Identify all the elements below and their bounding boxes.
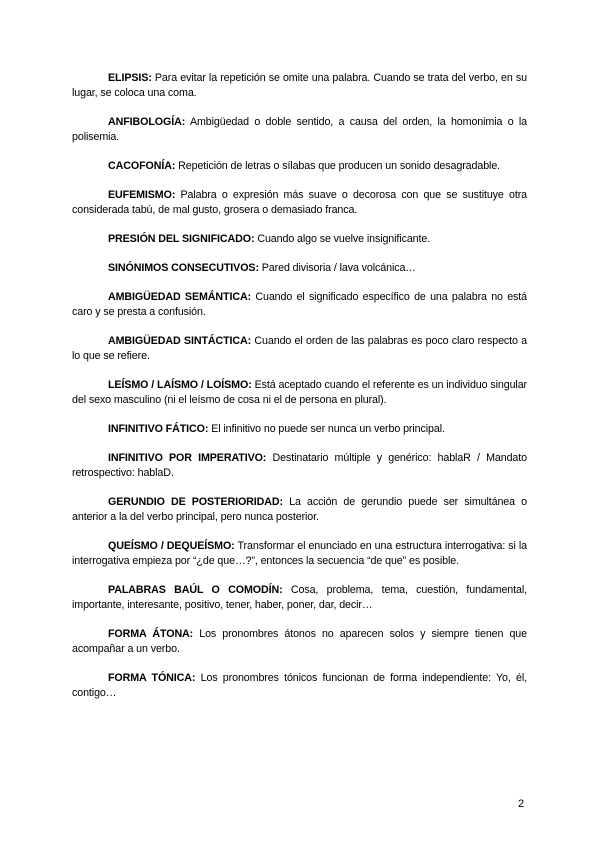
- glossary-entry: [72, 261, 527, 276]
- glossary-term: FORMA ÁTONA:: [108, 628, 194, 640]
- glossary-definition: Pared divisoria / lava volcánica…: [261, 262, 416, 274]
- glossary-entry: [72, 334, 527, 364]
- glossary-definition: Repetición de letras o sílabas que producen un sonido desagradable.: [178, 160, 501, 172]
- glossary-list: [72, 71, 527, 715]
- glossary-entry: [72, 290, 527, 320]
- glossary-definition: Transformar el enunciado en una estructura interrogativa: si la interrogativa empieza por “¿de que…?”, entonces la secuencia “de que” es posible.: [72, 540, 527, 567]
- glossary-definition: Los pronombres tónicos funcionan de forma independiente: Yo, él, contigo…: [72, 672, 527, 699]
- glossary-term: CACOFONÍA:: [108, 160, 176, 172]
- glossary-definition: Para evitar la repetición se omite una palabra. Cuando se trata del verbo, en su lugar, se coloca una coma.: [72, 72, 527, 99]
- glossary-term: GERUNDIO DE POSTERIORIDAD:: [108, 496, 283, 508]
- glossary-term: EUFEMISMO:: [108, 189, 176, 201]
- glossary-definition: Cuando el significado específico de una palabra no está caro y se presta a confusión.: [72, 291, 528, 318]
- glossary-term: ELIPSIS:: [108, 72, 152, 84]
- glossary-entry: [72, 627, 527, 657]
- glossary-entry: [72, 378, 527, 408]
- glossary-entry: [72, 71, 527, 101]
- glossary-term: INFINITIVO POR IMPERATIVO:: [108, 452, 267, 464]
- glossary-term: QUEÍSMO / DEQUEÍSMO:: [108, 540, 235, 552]
- glossary-term: AMBIGÜEDAD SINTÁCTICA:: [108, 335, 252, 347]
- glossary-entry: [72, 232, 527, 247]
- glossary-definition: Cuando el orden de las palabras es poco claro respecto a lo que se refiere.: [72, 335, 528, 362]
- glossary-definition: Ambigüedad o doble sentido, a causa del orden, la homonimia o la polisemia.: [72, 116, 528, 143]
- glossary-definition: La acción de gerundio puede ser simultánea o anterior a la del verbo principal, pero nunca posterior.: [72, 496, 527, 523]
- glossary-entry: [72, 159, 527, 174]
- glossary-term: PALABRAS BAÚL O COMODÍN:: [108, 584, 283, 596]
- glossary-entry: [72, 671, 527, 701]
- glossary-entry: [72, 188, 527, 218]
- glossary-definition: Cuando algo se vuelve insignificante.: [257, 233, 431, 245]
- glossary-definition: Los pronombres átonos no aparecen solos y siempre tienen que acompañar a un verbo.: [72, 628, 527, 655]
- glossary-term: PRESIÓN DEL SIGNIFICADO:: [108, 233, 255, 245]
- glossary-term: LEÍSMO / LAÍSMO / LOÍSMO:: [108, 379, 252, 391]
- page-number: 2: [518, 798, 525, 810]
- glossary-entry: [72, 539, 527, 569]
- glossary-term: INFINITIVO FÁTICO:: [108, 423, 209, 435]
- glossary-entry: [72, 422, 527, 437]
- glossary-term: ANFIBOLOGÍA:: [108, 116, 186, 128]
- glossary-entry: [72, 583, 527, 613]
- glossary-definition: El infinitivo no puede ser nunca un verbo principal.: [211, 423, 445, 435]
- glossary-definition: Destinatario múltiple y genérico: hablaR / Mandato retrospectivo: hablaD.: [72, 452, 527, 479]
- glossary-entry: [72, 495, 527, 525]
- glossary-term: FORMA TÓNICA:: [108, 672, 196, 684]
- glossary-term: AMBIGÜEDAD SEMÁNTICA:: [108, 291, 252, 303]
- glossary-entry: [72, 115, 527, 145]
- glossary-entry: [72, 451, 527, 481]
- glossary-definition: Está aceptado cuando el referente es un individuo singular del sexo masculino (ni el leísmo de cosa ni el de persona en plural).: [72, 379, 528, 406]
- glossary-definition: Cosa, problema, tema, cuestión, fundamental, importante, interesante, positivo, tener, haber, poner, dar, decir…: [72, 584, 527, 611]
- glossary-definition: Palabra o expresión más suave o decorosa con que se sustituye otra considerada tabú, de mal gusto, grosera o demasiado franca.: [72, 189, 527, 216]
- glossary-term: SINÓNIMOS CONSECUTIVOS:: [108, 262, 259, 274]
